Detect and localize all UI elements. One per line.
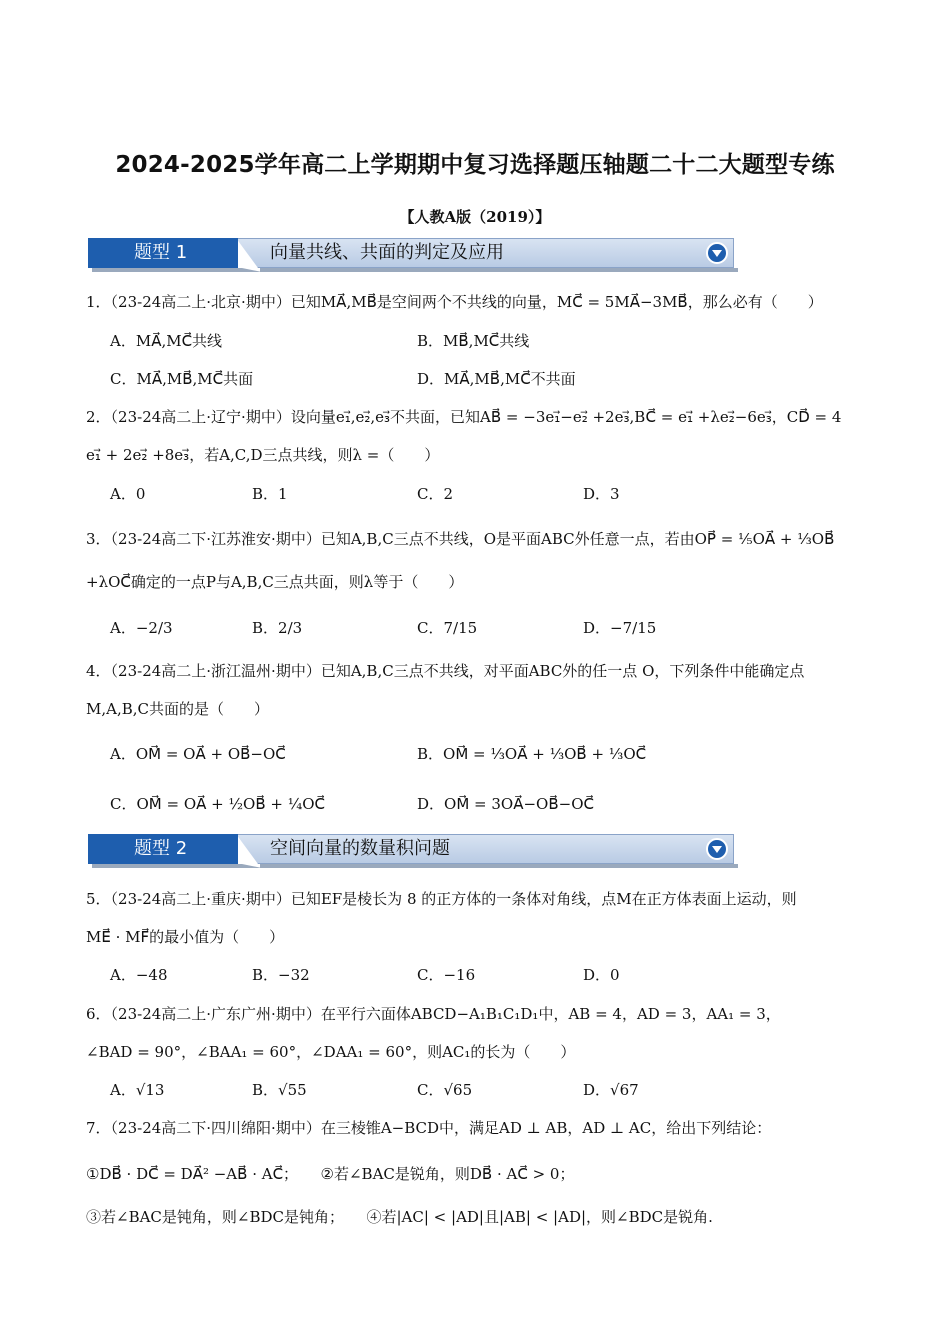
question-7-line-1: 7．（23-24高二下·四川绵阳·期中）在三棱锥A−BCD中，满足AD ⊥ AB，AD ⊥ AC，给出下列结论： <box>86 1119 772 1137</box>
chevron-down-icon[interactable] <box>706 242 728 264</box>
section-title: 空间向量的数量积问题 <box>270 838 450 859</box>
option-c: C．7/15 <box>417 619 478 637</box>
page-title: 2024-2025学年高二上学期期中复习选择题压轴题二十二大题型专练 <box>115 152 835 178</box>
question-3-line-2: +λOC⃗确定的一点P与A,B,C三点共面，则λ等于（ ） <box>86 573 464 591</box>
option-c: C．OM⃗ = OA⃗ + ½OB⃗ + ¼OC⃗ <box>110 795 326 813</box>
option-a: A．√13 <box>110 1081 165 1099</box>
question-2-line-1: 2．（23-24高二上·辽宁·期中）设向量e₁⃗,e₂⃗,e₃⃗不共面，已知AB⃗ = −3e₁⃗−e₂⃗ +2e₃⃗,BC⃗ = e₁⃗ +λe₂⃗−6e₃⃗，CD⃗ = 4 <box>86 408 842 426</box>
option-d: D．3 <box>583 485 620 503</box>
question-6-line-1: 6．（23-24高二上·广东广州·期中）在平行六面体ABCD−A₁B₁C₁D₁中，AB = 4，AD = 3，AA₁ = 3， <box>86 1005 781 1023</box>
option-a: A．OM⃗ = OA⃗ + OB⃗−OC⃗ <box>110 745 286 763</box>
option-b: B．2/3 <box>252 619 303 637</box>
option-a: A．0 <box>110 485 146 503</box>
question-4-line-2: M,A,B,C共面的是（ ） <box>86 700 269 718</box>
section-tag: 题型 1 <box>88 238 238 268</box>
option-b: B．√55 <box>252 1081 307 1099</box>
option-a: A．MA⃗,MC⃗共线 <box>110 332 223 350</box>
option-a: A．−48 <box>110 966 168 984</box>
question-2-line-2: e₁⃗ + 2e₂⃗ +8e₃⃗，若A,C,D三点共线，则λ =（ ） <box>86 446 440 464</box>
page-subtitle: 【人教A版（2019）】 <box>399 208 551 226</box>
section-banner-2 <box>88 834 734 868</box>
option-b: B．−32 <box>252 966 310 984</box>
question-7-statements-1: ①DB⃗ · DC⃗ = DA⃗² −AB⃗ · AC⃗； ②若∠BAC是锐角，则DB⃗ · AC⃗ > 0； <box>86 1165 575 1183</box>
option-b: B．1 <box>252 485 288 503</box>
option-c: C．MA⃗,MB⃗,MC⃗共面 <box>110 370 254 388</box>
option-a: A．−2/3 <box>110 619 173 637</box>
question-7-statements-2: ③若∠BAC是钝角，则∠BDC是钝角； ④若|AC| < |AD|且|AB| < |AD|，则∠BDC是锐角. <box>86 1208 713 1226</box>
option-b: B．MB⃗,MC⃗共线 <box>417 332 530 350</box>
section-title: 向量共线、共面的判定及应用 <box>270 242 504 263</box>
option-c: C．−16 <box>417 966 476 984</box>
question-1: 1．（23-24高二上·北京·期中）已知MA⃗,MB⃗是空间两个不共线的向量，MC⃗ = 5MA⃗−3MB⃗，那么必有（ ） <box>86 293 823 311</box>
option-d: D．√67 <box>583 1081 639 1099</box>
question-6-line-2: ∠BAD = 90°，∠BAA₁ = 60°，∠DAA₁ = 60°，则AC₁的长为（ ） <box>86 1043 576 1061</box>
option-b: B．OM⃗ = ⅓OA⃗ + ⅓OB⃗ + ⅓OC⃗ <box>417 745 647 763</box>
question-3-line-1: 3．（23-24高二下·江苏淮安·期中）已知A,B,C三点不共线，O是平面ABC外任意一点，若由OP⃗ = ⅕OA⃗ + ⅓OB⃗ <box>86 530 835 548</box>
option-d: D．OM⃗ = 3OA⃗−OB⃗−OC⃗ <box>417 795 594 813</box>
option-d: D．−7/15 <box>583 619 657 637</box>
chevron-down-icon[interactable] <box>706 838 728 860</box>
question-5-line-2: ME⃗ · MF⃗的最小值为（ ） <box>86 928 285 946</box>
option-c: C．√65 <box>417 1081 473 1099</box>
option-d: D．MA⃗,MB⃗,MC⃗不共面 <box>417 370 576 388</box>
section-tag: 题型 2 <box>88 834 238 864</box>
section-banner-1 <box>88 238 734 272</box>
option-c: C．2 <box>417 485 454 503</box>
question-4-line-1: 4．（23-24高二上·浙江温州·期中）已知A,B,C三点不共线，对平面ABC外的任一点 O，下列条件中能确定点 <box>86 662 805 680</box>
question-5-line-1: 5．（23-24高二上·重庆·期中）已知EF是棱长为 8 的正方体的一条体对角线，点M在正方体表面上运动，则 <box>86 890 797 908</box>
option-d: D．0 <box>583 966 620 984</box>
